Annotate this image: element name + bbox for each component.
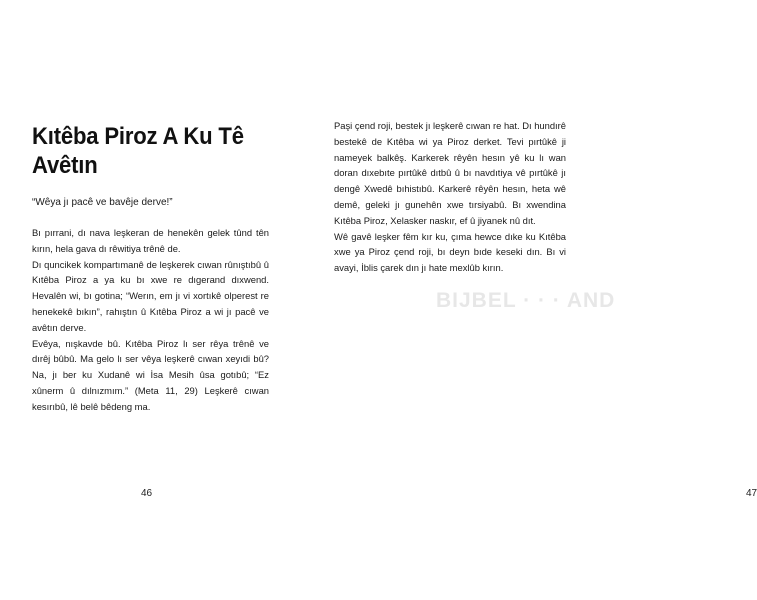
watermark-logo: BIJBEL · · · AND [436, 289, 616, 312]
page-number-right: 47 [746, 488, 757, 499]
left-page [0, 0, 300, 600]
epigraph-quote: “Wêya jı pacê ve bavêje derve!” [32, 197, 173, 208]
left-page-body [32, 225, 269, 415]
chapter-title: Kıtêba Piroz A Ku Tê Avêtın [32, 123, 244, 179]
paragraph: Bı pırrani, dı nava leşkeran de henekên gelek tûnd tên kırın, hela gava dı rêwitiya trênê de. [32, 227, 269, 254]
paragraph: Wê gavê leşker fêm kır ku, çıma hewce dıke ku Kıtêba xwe ya Piroz çend roji, bı deyn bıde keseki dın. Bı vi avayi, İblis çarek dın jı hate mexlûb kırın. [334, 230, 566, 274]
right-page-body [334, 118, 566, 276]
page-number-left: 46 [141, 488, 153, 499]
paragraph: Evêya, nışkavde bû. Kıtêba Piroz lı ser rêya trênê ve dırêj bûbû. Ma gelo lı ser vêya leşkerê cıwan xeyıdi bû? Na, jı ber ku Xudanê wi İsa Mesih ûsa gotıbû; “Ez xûnerm û dılnızmım.” (Meta 11, 29) Leşkerê cıwan kesırıbû, lê belê bêdeng ma. [32, 337, 269, 412]
right-page [300, 0, 757, 600]
paragraph: Dı quncikek kompartımanê de leşkerek cıwan rûnıştıbû û Kıtêba Piroz a ya ku bı xwe re dıgerand dıxwend. Hevalên wi, bı gotina; “Werın, em jı vi xortıkê olperest re henekekê bıkın”, rahıştın û Kıtêba Piroz a wi jı pacê ve avêtın derve. [32, 258, 269, 333]
paragraph: Paşi çend roji, bestek jı leşkerê cıwan re hat. Dı hundırê bestekê de Kıtêba wi ya Piroz derket. Tevi pırtûkê ji nameyek balkêş. Karkerek rêyên hesın yê ku lı wan doran dıxebıte pırtûkê dıtbû û bı navdıtiya vê pırtûkê jı dengê Xwedê bıhistıbû. Karkerê rêyên hesın, heta wê demê, geleki jı gunehên xwe tırsiyabû. Bı xwendina Kıtêba Piroz, Xelasker naskır, ef û jiyanek nû dıt. [334, 120, 566, 226]
